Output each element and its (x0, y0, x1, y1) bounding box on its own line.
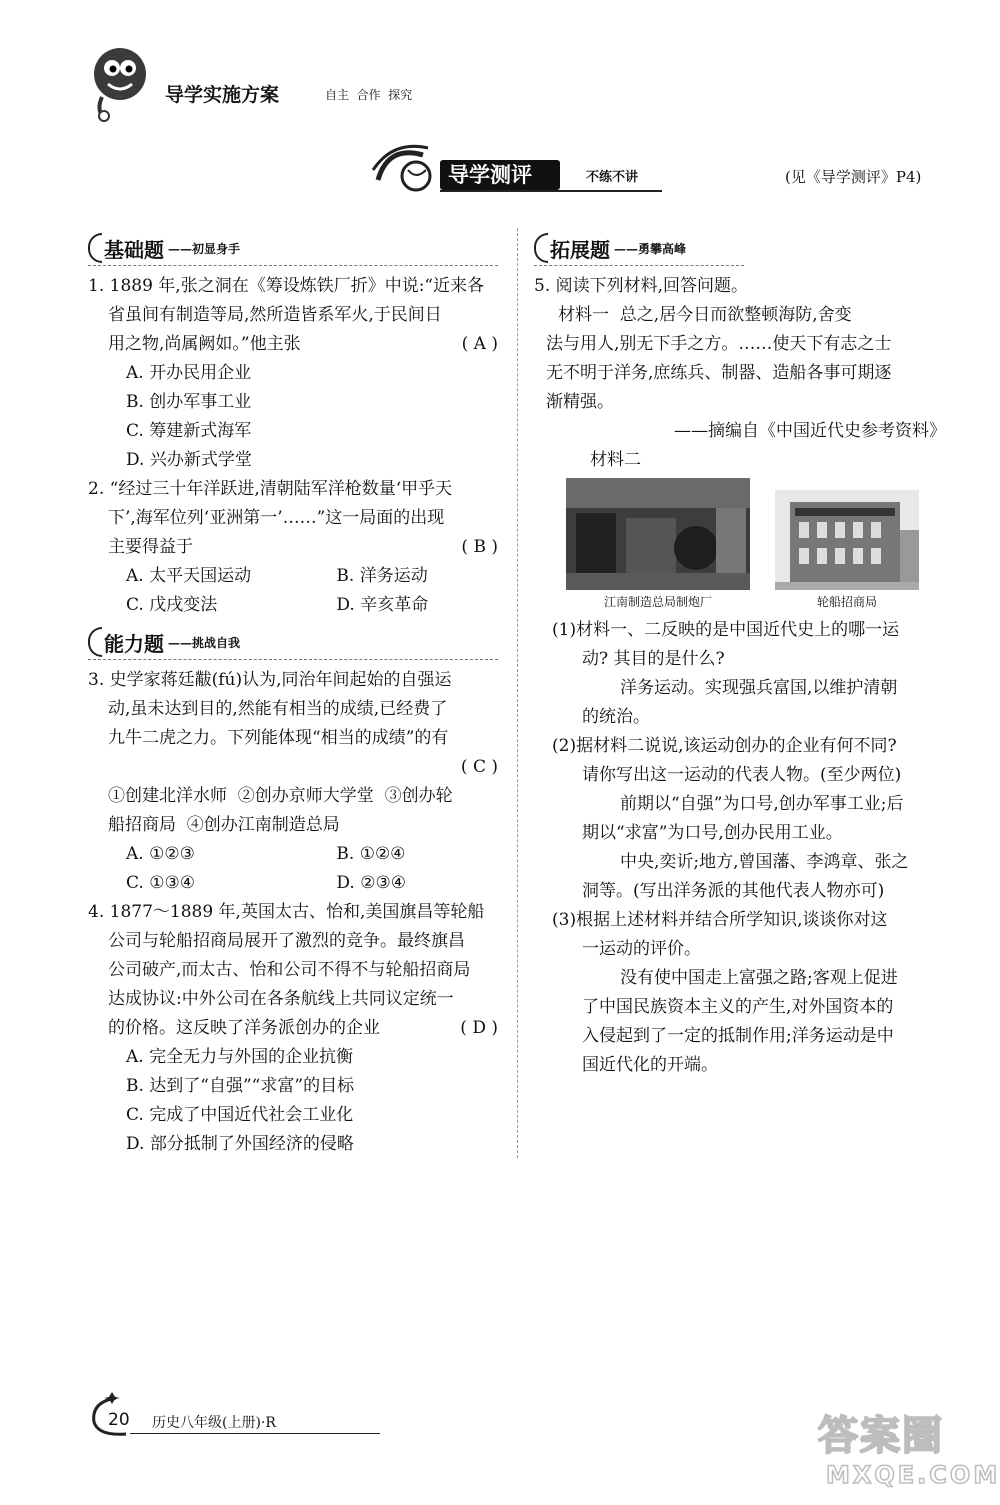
section-extension-heading (534, 230, 744, 266)
q4-option-d: D. 部分抵制了外国经济的侵略 (126, 1134, 354, 1154)
q3-option-d: D. ②③④ (336, 873, 406, 893)
section-ability-heading (88, 624, 498, 660)
q1-option-c: C. 筹建新式海军 (126, 421, 252, 441)
sub3-answer: 了中国民族资本主义的产生,对外国资本的 (582, 997, 894, 1017)
footer-rule (130, 1433, 380, 1434)
q4-option-a: A. 完全无力与外国的企业抗衡 (126, 1047, 354, 1067)
sub2-answer: 前期以“自强”为口号,创办军事工业;后 (620, 794, 904, 814)
material-1-line: 材料一 总之,居今日而欲整顿海防,舍变 (558, 305, 852, 325)
q1-answer: ( A ) (461, 334, 498, 354)
q2-option-a: A. 太平天国运动 (126, 566, 252, 586)
question-5 (534, 272, 946, 475)
section-ability-subtitle: ——挑战自我 (168, 635, 241, 650)
q2-option-d: D. 辛亥革命 (336, 595, 429, 615)
question-4 (88, 898, 498, 1159)
q4-line: 公司与轮船招商局展开了激烈的竞争。最终旗昌 (108, 931, 465, 951)
sub2-question: 请你写出这一运动的代表人物。(至少两位) (582, 765, 902, 785)
question-2 (88, 475, 498, 620)
q1-option-a: A. 开办民用企业 (126, 363, 252, 383)
q3-line: 九牛二虎之力。下列能体现“相当的成绩”的有 (108, 728, 449, 748)
q3-items: ①创建北洋水师 ②创办京师大学堂 ③创办轮 (108, 786, 453, 806)
q4-option-b: B. 达到了“自强”“求富”的目标 (126, 1076, 355, 1096)
sub3-answer: 没有使中国走上富强之路;客观上促进 (620, 968, 898, 988)
q1-line: 省虽间有制造等局,然所造皆系军火,于民间日 (108, 305, 442, 325)
section-extension-title: 拓展题 (550, 237, 610, 262)
sub2-question: (2)据材料二说说,该运动创办的企业有何不同? (552, 736, 897, 756)
q4-option-c: C. 完成了中国近代社会工业化 (126, 1105, 354, 1125)
q4-line-text: 的价格。这反映了洋务派创办的企业 (108, 1018, 380, 1038)
question-3 (88, 666, 498, 898)
q4-line: 达成协议:中外公司在各条航线上共同议定统一 (108, 989, 454, 1009)
header-title: 导学实施方案 (165, 84, 280, 106)
q1-line: 1. 1889 年,张之洞在《筹设炼铁厂折》中说:“近来各 (88, 276, 485, 296)
banner-underline (440, 190, 662, 192)
q1-option-b: B. 创办军事工业 (126, 392, 252, 412)
q2-line: 2. “经过三十年洋跃进,清朝陆军洋枪数量‘甲乎天 (88, 479, 453, 499)
material-1-line: 渐精强。 (546, 392, 614, 412)
photo-steamship-bureau (775, 490, 919, 590)
banner-title: 导学测评 (448, 163, 532, 187)
banner-tagline: 不练不讲 (586, 170, 639, 185)
watermark-logo (818, 1412, 1000, 1500)
sub1-answer: 的统治。 (582, 707, 650, 727)
q4-line: 公司破产,而太古、怡和公司不得不与轮船招商局 (108, 960, 471, 980)
q3-option-b: B. ①②④ (336, 844, 406, 864)
q5-intro: 5. 阅读下列材料,回答问题。 (534, 276, 749, 296)
q3-line: 3. 史学家蒋廷黻(fú)认为,同治年间起始的自强运 (88, 670, 452, 690)
q1-option-d: D. 兴办新式学堂 (126, 450, 252, 470)
left-column (88, 230, 498, 1159)
banner-ref: (见《导学测评》P4) (785, 168, 922, 186)
q3-option-a: A. ①②③ (126, 844, 195, 864)
right-column (534, 230, 946, 475)
q3-answer: ( C ) (460, 757, 498, 777)
q3-answer-row (88, 753, 498, 782)
question-5-subparts (552, 616, 946, 1080)
section-basic-title: 基础题 (104, 237, 164, 262)
material-1 (534, 301, 946, 446)
sub1-question: 动? 其目的是什么? (582, 649, 725, 669)
q2-answer: ( B ) (461, 537, 498, 557)
material-1-source: ——摘编自《中国近代史参考资料》 (674, 421, 946, 441)
q3-items: 船招商局 ④创办江南制造总局 (108, 815, 340, 835)
material-2-label: 材料二 (590, 450, 641, 470)
q1-line (88, 330, 498, 359)
header-subtitle: 自主 合作 探究 (325, 88, 413, 102)
q4-line: 4. 1877～1889 年,英国太古、怡和,美国旗昌等轮船 (88, 902, 485, 922)
photo-jiangnan-caption: 江南制造总局制炮厂 (603, 595, 712, 609)
banner-sun-icon (368, 140, 448, 200)
sub3-answer: 国近代化的开端。 (582, 1055, 718, 1075)
photo-jiangnan-arsenal (566, 478, 750, 590)
sub1-question: (1)材料一、二反映的是中国近代史上的哪一运 (552, 620, 900, 640)
footer-book-title: 历史八年级(上册)·R (152, 1415, 276, 1431)
sub3-answer: 入侵起到了一定的抵制作用;洋务运动是中 (582, 1026, 894, 1046)
section-basic-heading (88, 230, 498, 266)
q2-line-text: 主要得益于 (108, 537, 193, 557)
question-1 (88, 272, 498, 475)
section-basic-subtitle: ——初显身手 (168, 241, 241, 256)
sub2-answer: 中央,奕䜣;地方,曾国藩、李鸿章、张之 (620, 852, 909, 872)
q2-line: 下’,海军位列‘亚洲第一’……”这一局面的出现 (108, 508, 445, 528)
sub2-answer: 洞等。(写出洋务派的其他代表人物亦可) (582, 881, 885, 901)
q3-options-row (88, 840, 498, 869)
q4-line (88, 1014, 498, 1043)
sub2-answer: 期以“求富”为口号,创办民用工业。 (582, 823, 843, 843)
watermark-top-text: 答案圈 (818, 1413, 944, 1459)
q3-line: 动,虽未达到目的,然能有相当的成绩,已经费了 (108, 699, 448, 719)
q4-answer: ( D ) (460, 1018, 498, 1038)
material-1-line: 法与用人,别无下手之方。……使天下有志之士 (546, 334, 892, 354)
mascot-logo (82, 42, 152, 122)
page-number: 20 (108, 1410, 130, 1430)
q3-options-row (88, 869, 498, 898)
q2-options-row (88, 562, 498, 591)
material-1-line: 无不明于洋务,庶练兵、制器、造船各事可期逐 (546, 363, 892, 383)
sub3-question: (3)根据上述材料并结合所学知识,谈谈你对这 (552, 910, 888, 930)
sub3-question: 一运动的评价。 (582, 939, 701, 959)
photo-steamship-caption: 轮船招商局 (816, 595, 877, 609)
q2-options-row (88, 591, 498, 620)
column-divider (517, 228, 518, 1158)
q2-option-b: B. 洋务运动 (336, 566, 428, 586)
watermark-bottom-text: MXQE.COM (826, 1461, 1000, 1489)
section-extension-subtitle: ——勇攀高峰 (614, 241, 687, 256)
q3-option-c: C. ①③④ (126, 873, 195, 893)
section-ability-title: 能力题 (104, 631, 164, 656)
q2-line (88, 533, 498, 562)
q2-option-c: C. 戊戌变法 (126, 595, 218, 615)
sub1-answer: 洋务运动。实现强兵富国,以维护清朝 (620, 678, 898, 698)
q1-line-text: 用之物,尚属阙如。”他主张 (108, 334, 301, 354)
